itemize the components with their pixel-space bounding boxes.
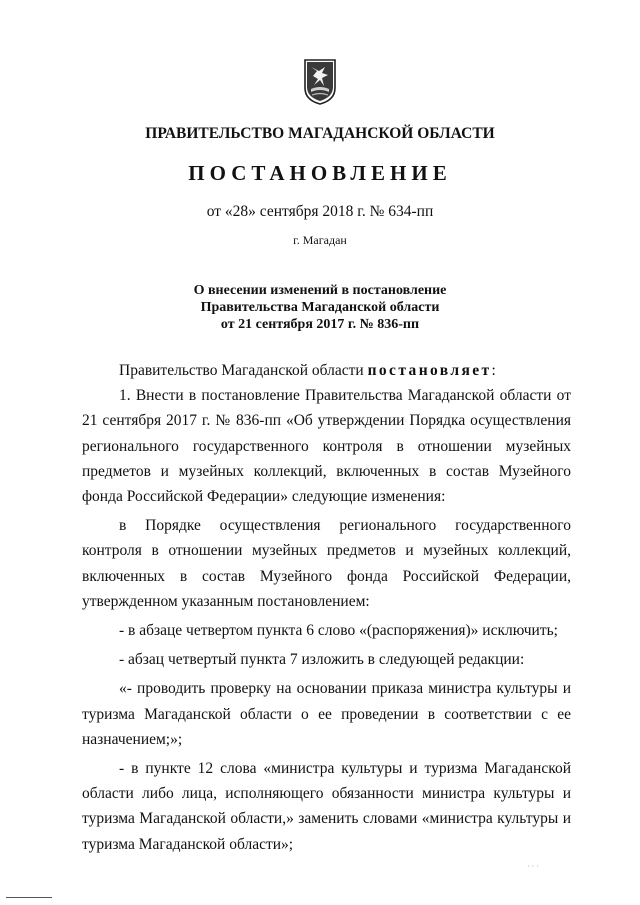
subject-line: О внесении изменений в постановление [193, 283, 447, 298]
body-paragraph: - в абзаце четвертом пункта 6 слово «(распоряжения)» исключить; [119, 622, 558, 640]
preamble-paragraph [82, 358, 571, 383]
preamble-text: Правительство Магаданской области [119, 362, 368, 379]
document-body [82, 358, 571, 857]
body-paragraph: в Порядке осуществления регионального государственного контроля в отношении музейных предметов и музейных коллекций, включенных в состав Музейного фонда Российской Федерации, утвержденном указанным постановлением: [82, 517, 571, 610]
body-paragraph: - абзац четвертый пункта 7 изложить в следующей редакции: [119, 651, 525, 669]
body-paragraph: «- проводить проверку на основании приказа министра культуры и туризма Магаданской области о ее проведении в соответствии с ее назначением;»; [82, 680, 571, 748]
coat-of-arms-icon [303, 58, 337, 106]
date-number-line: от «28» сентября 2018 г. № 634-пп [206, 203, 434, 220]
subject-line: от 21 сентября 2017 г. № 836-пп [220, 317, 420, 332]
body-paragraph: - в пункте 12 слова «министра культуры и туризма Магаданской области либо лица, исполняющего обязанности министра культуры и туризма Магаданской области,» заменить словами «министра культуры и туризма Магаданской области»; [82, 760, 571, 853]
preamble-colon: : [491, 362, 496, 379]
subject-line: Правительства Магаданской области [200, 300, 440, 315]
document-subject [0, 282, 640, 333]
organization-title: ПРАВИТЕЛЬСТВО МАГАДАНСКОЙ ОБЛАСТИ [145, 125, 495, 142]
document-type-title: ПОСТАНОВЛЕНИЕ [188, 161, 452, 185]
resolves-word: постановляет [367, 362, 492, 379]
scan-specks: · · · [527, 862, 539, 871]
body-paragraph: 1. Внести в постановление Правительства Магаданской области от 21 сентября 2017 г. № 836-пп «Об утверждении Порядка осуществления регионального государственного контроля в отношении музейных предметов и музейных коллекций, включенных в состав Музейного фонда Российской Федерации» следующие изменения: [82, 387, 571, 506]
city-line: г. Магадан [293, 233, 347, 247]
footer-rule [6, 897, 52, 898]
